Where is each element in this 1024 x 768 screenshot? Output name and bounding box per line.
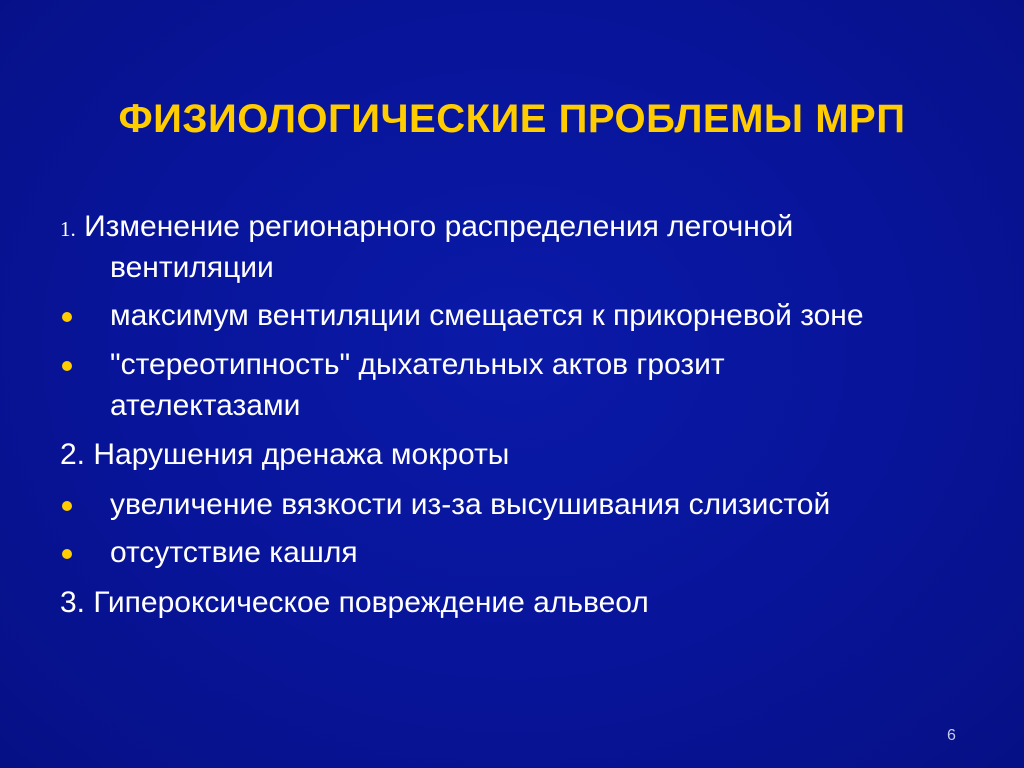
page-number: 6 <box>947 727 956 744</box>
bullet-dot-icon <box>62 501 72 511</box>
item-1-text: Изменение регионарного распределения легочной <box>84 210 794 243</box>
bullet-item-3: увеличение вязкости из-за высушивания слизистой <box>110 488 831 521</box>
item-3: 3. Гипероксическое повреждение альвеол <box>60 586 649 619</box>
bullet-dot-icon <box>62 312 72 322</box>
bullet-dot-icon <box>62 361 72 371</box>
bullet-dot-icon <box>62 549 72 559</box>
item-1-line-2: вентиляции <box>110 251 274 284</box>
bullet-item-2-line-1: "стереотипность" дыхательных актов грозит <box>110 348 725 381</box>
item-2: 2. Нарушения дренажа мокроты <box>60 438 510 471</box>
bullet-item-1: максимум вентиляции смещается к прикорневой зоне <box>110 299 864 332</box>
slide-title: ФИЗИОЛОГИЧЕСКИЕ ПРОБЛЕМЫ МРП <box>118 97 906 141</box>
item-1-line-1 <box>60 209 793 247</box>
bullet-item-2-line-2: ателектазами <box>110 389 301 422</box>
bullet-item-4: отсутствие кашля <box>110 536 358 569</box>
item-1-number: 1. <box>60 217 76 241</box>
